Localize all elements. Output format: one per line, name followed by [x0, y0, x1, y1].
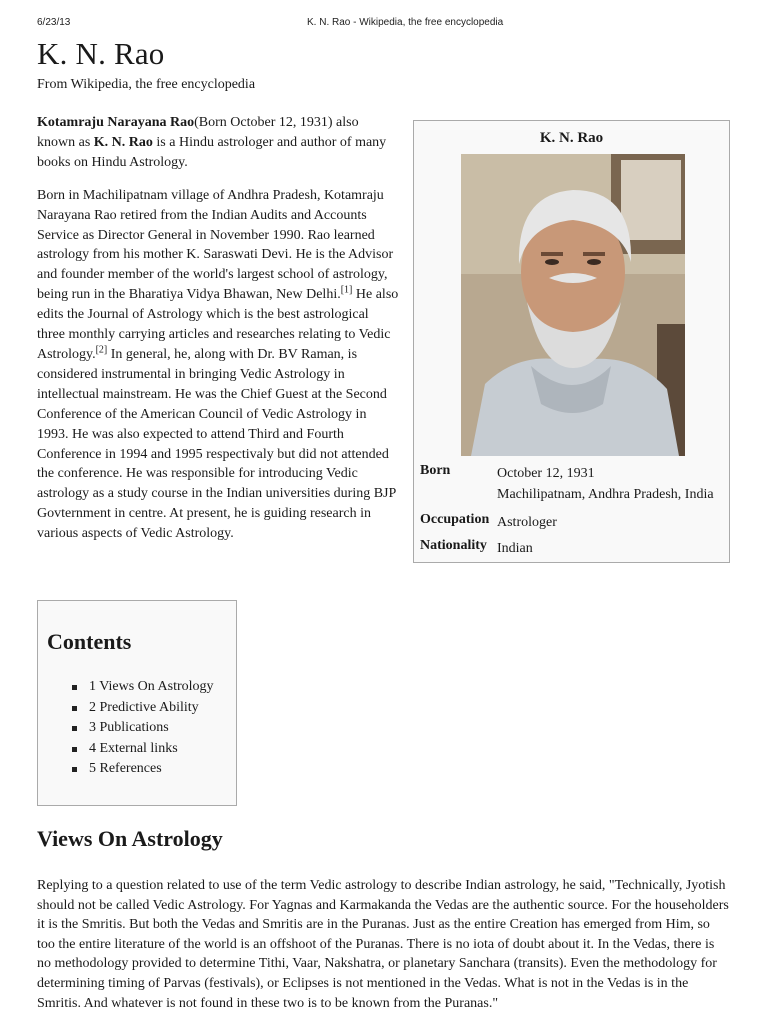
reference-link-2[interactable]: [2]	[95, 344, 108, 356]
born-value	[497, 463, 727, 505]
full-name: Kotamraju Narayana Rao	[37, 115, 195, 130]
toc-item-views-on-astrology[interactable]: 1 Views On Astrology	[70, 677, 214, 698]
toc-list	[70, 677, 214, 780]
alias-name: K. N. Rao	[93, 134, 153, 150]
nationality-label: Nationality	[420, 538, 487, 553]
born-date: October 12, 1931	[497, 466, 595, 481]
toc-title: Contents	[47, 629, 132, 654]
reference-link-1[interactable]: [1]	[340, 284, 353, 296]
bullet-icon	[72, 747, 77, 752]
print-date: 6/23/13	[37, 17, 71, 28]
toc-item-external-links[interactable]: 4 External links	[70, 739, 214, 760]
section-paragraph: Replying to a question related to use of the term Vedic astrology to describe Indian astrology, he said, "Technically, Jyotish should not be called Vedic Astrology. For Yagnas and Karmakanda the Vedas are the authentic source. For the householders it is the Smritis. But both the Vedas and Smritis are in the Puranas. Just as the entire Creation has emerged from Him, so too the entire literature of the world is an offshoot of the Puranas. There is no iota of doubt about it. In the Vedas, there is no methodology provided to determine Tithi, Vaar, Nakshatra, or planetary Sanchara (transits). Even the methodology for determining timing of Parvas (festivals), or Eclipses is not mentioned in the Vedas. What is not in the Vedas is in the Smritis. And whatever is not found in these two is to be known from the Puranas."	[37, 878, 729, 1011]
portrait-photo	[461, 154, 685, 456]
born-label: Born	[420, 463, 451, 478]
infobox	[413, 120, 730, 563]
born-place: Machilipatnam, Andhra Pradesh, India	[497, 487, 714, 502]
infobox-title: K. N. Rao	[539, 130, 604, 146]
bullet-icon	[72, 767, 77, 772]
intro-paragraph-2: Born in Machilipatnam village of Andhra Pradesh, Kotamraju Narayana Rao retired from the Indian Audits and Accounts Service as Director General in November 1990. Rao learned astrology from his mother K. Saraswati Devi. He is the Advisor and founder member of the world's largest school of astrology, being run in the Bharatiya Vidya Bhawan, New Delhi.[1] He also edits the Journal of Astrology which is the best astrological three monthly carrying articles and researches relating to Vedic Astrology.[2] In general, he, along with Dr. BV Raman, is considered instrumental in bringing Vedic Astrology in intellectual mainstream. He was the Chief Guest at the Second Conference of the American Council of Vedic Astrology in 1993. He was also expected to attend Third and Fourth Conference in 1994 and 1995 respectivaly but did not attended the conference. He was responsible for introducing Vedic astrology as a study course in the Indian universities during BJP Govternment in centre. At present, he is guiding research in various aspects of Vedic Astrology.	[37, 187, 399, 542]
page-title: K. N. Rao	[37, 36, 165, 71]
toc-item-references[interactable]: 5 References	[70, 759, 214, 780]
bullet-icon	[72, 726, 77, 731]
bullet-icon	[72, 706, 77, 711]
section-heading-views-on-astrology: Views On Astrology	[37, 826, 223, 851]
page-subtitle: From Wikipedia, the free encyclopedia	[37, 77, 256, 92]
toc-item-publications[interactable]: 3 Publications	[70, 718, 214, 739]
print-document-title: K. N. Rao - Wikipedia, the free encyclopedia	[307, 17, 504, 28]
bullet-icon	[72, 685, 77, 690]
table-of-contents	[37, 600, 237, 806]
occupation-value: Astrologer	[497, 515, 557, 530]
occupation-label: Occupation	[420, 512, 490, 527]
intro-paragraph-1: Kotamraju Narayana Rao(Born October 12, 1931) also known as K. N. Rao is a Hindu astrologer and author of many books on Hindu Astrology.	[37, 115, 387, 170]
nationality-value: Indian	[497, 541, 533, 556]
intro-text	[37, 113, 399, 557]
toc-item-predictive-ability[interactable]: 2 Predictive Ability	[70, 698, 214, 719]
